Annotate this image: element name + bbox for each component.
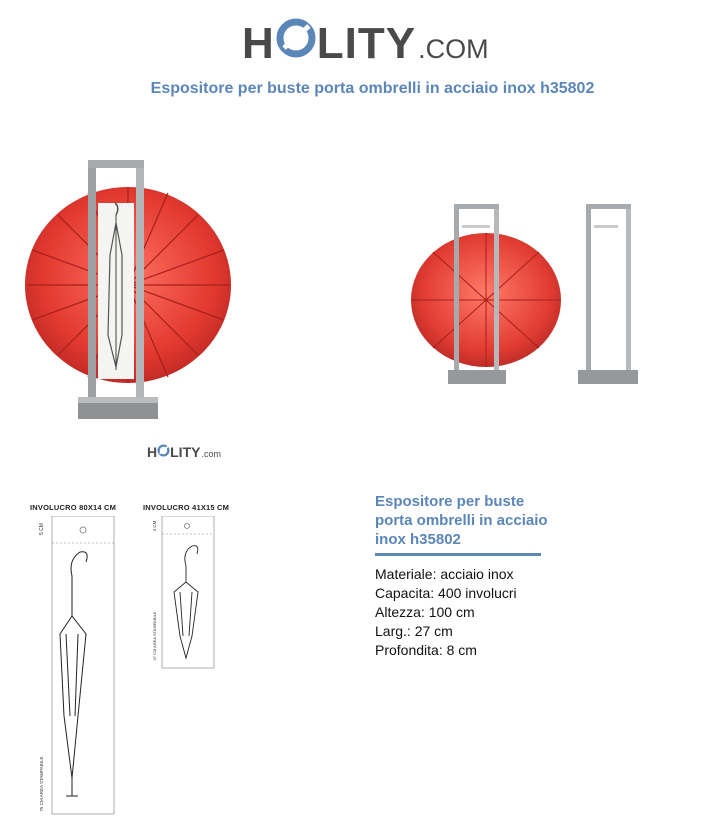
product-photo-pair xyxy=(398,190,658,400)
logo-small-text-com: .com xyxy=(201,449,221,459)
packaging-top-dim: 5 CM xyxy=(39,523,45,535)
product-photo-main xyxy=(18,145,248,445)
spec-item: Profondita: 8 cm xyxy=(375,642,477,658)
logo-small-text-lity: LITY xyxy=(170,444,201,460)
page-title: Espositore per buste porta ombrelli in acciaio inox h35802 xyxy=(150,80,595,97)
logo-o-icon xyxy=(157,444,170,457)
packaging-drawing-large xyxy=(34,516,116,816)
packaging-top-dim: 4 CM xyxy=(152,520,157,532)
packaging-drawing-small xyxy=(150,516,216,670)
title-divider xyxy=(375,553,541,556)
packaging-label: INVOLUCRO 41X15 CM xyxy=(143,503,230,512)
logo-text-lity: LITY xyxy=(316,19,417,68)
spec-item: Materiale: acciaio inox xyxy=(375,566,514,582)
packaging-side-dim: 37 CM AREA STAMPABILE xyxy=(152,611,157,661)
brand-logo-small xyxy=(147,444,221,460)
spec-item: Altezza: 100 cm xyxy=(375,604,475,620)
logo-text-com: .COM xyxy=(418,34,489,64)
logo-text-h: H xyxy=(242,19,275,68)
logo-o-icon xyxy=(276,18,316,58)
spec-item: Larg.: 27 cm xyxy=(375,623,453,639)
spec-item: Capacita: 400 involucri xyxy=(375,585,517,601)
packaging-side-dim: 75 CM AREA STAMPABILE xyxy=(39,756,44,812)
logo-small-text-h: H xyxy=(147,444,158,460)
packaging-label: INVOLUCRO 80X14 CM xyxy=(30,503,117,512)
product-title: Espositore per buste porta ombrelli in acciaio inox h35802 xyxy=(375,493,548,548)
spec-list xyxy=(375,565,517,660)
brand-logo[interactable] xyxy=(242,18,489,66)
